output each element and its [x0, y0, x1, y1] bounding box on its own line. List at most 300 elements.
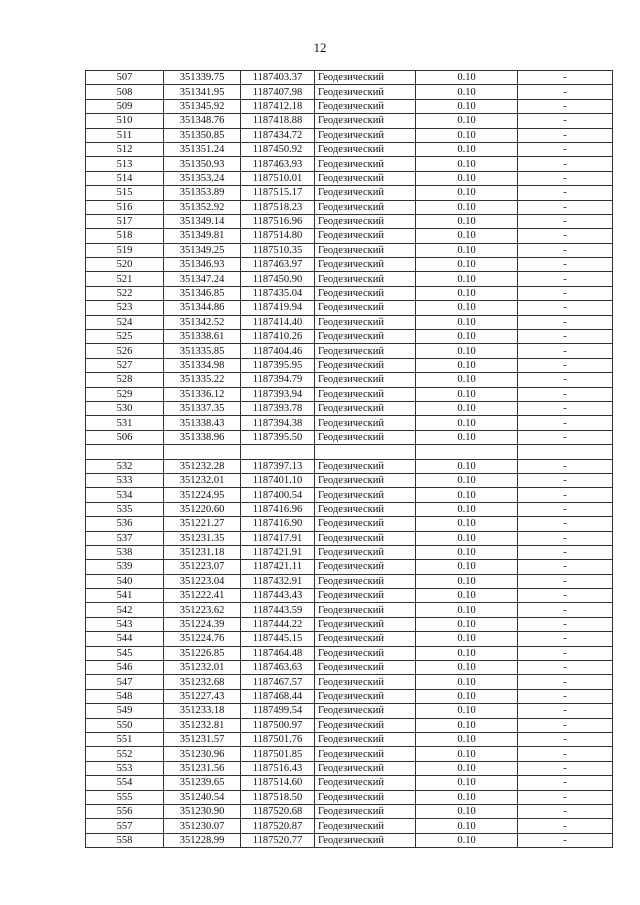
method-cell: Геодезический — [315, 71, 416, 85]
accuracy-cell: 0.10 — [416, 315, 518, 329]
table-row — [86, 128, 613, 142]
table-row — [86, 704, 613, 718]
x-coordinate-cell: 351223.04 — [164, 574, 241, 588]
method-cell: Геодезический — [315, 171, 416, 185]
point-number-cell: 528 — [86, 373, 164, 387]
y-coordinate-cell: 1187501.76 — [241, 732, 315, 746]
table-row — [86, 200, 613, 214]
x-coordinate-cell: 351232.28 — [164, 459, 241, 473]
x-coordinate-cell: 351221.27 — [164, 517, 241, 531]
y-coordinate-cell: 1187401.10 — [241, 473, 315, 487]
description-cell: - — [518, 459, 613, 473]
x-coordinate-cell: 351226.85 — [164, 646, 241, 660]
description-cell: - — [518, 661, 613, 675]
description-cell: - — [518, 358, 613, 372]
point-number-cell: 532 — [86, 459, 164, 473]
description-cell: - — [518, 589, 613, 603]
method-cell: Геодезический — [315, 243, 416, 257]
table-row — [86, 401, 613, 415]
y-coordinate-cell: 1187421.11 — [241, 560, 315, 574]
table-row — [86, 488, 613, 502]
y-coordinate-cell: 1187412.18 — [241, 99, 315, 113]
accuracy-cell: 0.10 — [416, 790, 518, 804]
x-coordinate-cell: 351341.95 — [164, 85, 241, 99]
y-coordinate-cell: 1187417.91 — [241, 531, 315, 545]
y-coordinate-cell: 1187393.94 — [241, 387, 315, 401]
table-row — [86, 114, 613, 128]
y-coordinate-cell: 1187432.91 — [241, 574, 315, 588]
x-coordinate-cell: 351230.90 — [164, 804, 241, 818]
x-coordinate-cell: 351345.92 — [164, 99, 241, 113]
y-coordinate-cell: 1187463.63 — [241, 661, 315, 675]
y-coordinate-cell — [241, 445, 315, 459]
method-cell: Геодезический — [315, 718, 416, 732]
method-cell: Геодезический — [315, 574, 416, 588]
y-coordinate-cell: 1187464.48 — [241, 646, 315, 660]
x-coordinate-cell: 351231.18 — [164, 545, 241, 559]
y-coordinate-cell: 1187393.78 — [241, 401, 315, 415]
table-row — [86, 502, 613, 516]
method-cell: Геодезический — [315, 790, 416, 804]
method-cell: Геодезический — [315, 373, 416, 387]
description-cell: - — [518, 401, 613, 415]
point-number-cell: 544 — [86, 632, 164, 646]
y-coordinate-cell: 1187463.97 — [241, 258, 315, 272]
accuracy-cell: 0.10 — [416, 301, 518, 315]
point-number-cell: 552 — [86, 747, 164, 761]
x-coordinate-cell: 351232.01 — [164, 661, 241, 675]
accuracy-cell: 0.10 — [416, 71, 518, 85]
table-row — [86, 517, 613, 531]
method-cell: Геодезический — [315, 560, 416, 574]
description-cell: - — [518, 603, 613, 617]
table-row — [86, 315, 613, 329]
method-cell: Геодезический — [315, 531, 416, 545]
point-number-cell: 539 — [86, 560, 164, 574]
accuracy-cell: 0.10 — [416, 85, 518, 99]
description-cell: - — [518, 272, 613, 286]
y-coordinate-cell: 1187468.44 — [241, 689, 315, 703]
table-row — [86, 344, 613, 358]
description-cell: - — [518, 330, 613, 344]
accuracy-cell: 0.10 — [416, 646, 518, 660]
table-row — [86, 301, 613, 315]
accuracy-cell: 0.10 — [416, 732, 518, 746]
method-cell: Геодезический — [315, 632, 416, 646]
point-number-cell: 553 — [86, 761, 164, 775]
method-cell: Геодезический — [315, 589, 416, 603]
point-number-cell: 520 — [86, 258, 164, 272]
description-cell: - — [518, 286, 613, 300]
point-number-cell: 558 — [86, 833, 164, 847]
y-coordinate-cell: 1187395.95 — [241, 358, 315, 372]
table-row — [86, 71, 613, 85]
table-row — [86, 430, 613, 444]
table-row — [86, 459, 613, 473]
point-number-cell: 516 — [86, 200, 164, 214]
accuracy-cell: 0.10 — [416, 99, 518, 113]
point-number-cell: 535 — [86, 502, 164, 516]
accuracy-cell: 0.10 — [416, 574, 518, 588]
x-coordinate-cell: 351224.95 — [164, 488, 241, 502]
accuracy-cell: 0.10 — [416, 819, 518, 833]
description-cell: - — [518, 416, 613, 430]
method-cell: Геодезический — [315, 85, 416, 99]
point-number-cell: 526 — [86, 344, 164, 358]
table-row — [86, 661, 613, 675]
method-cell: Геодезический — [315, 459, 416, 473]
method-cell: Геодезический — [315, 330, 416, 344]
table-row — [86, 646, 613, 660]
table-row — [86, 761, 613, 775]
y-coordinate-cell: 1187419.94 — [241, 301, 315, 315]
table-row — [86, 531, 613, 545]
description-cell: - — [518, 142, 613, 156]
description-cell: - — [518, 776, 613, 790]
y-coordinate-cell: 1187514.80 — [241, 229, 315, 243]
y-coordinate-cell: 1187395.50 — [241, 430, 315, 444]
x-coordinate-cell: 351231.57 — [164, 732, 241, 746]
x-coordinate-cell: 351336.12 — [164, 387, 241, 401]
point-number-cell: 546 — [86, 661, 164, 675]
point-number-cell: 543 — [86, 617, 164, 631]
y-coordinate-cell: 1187510.35 — [241, 243, 315, 257]
accuracy-cell: 0.10 — [416, 330, 518, 344]
accuracy-cell: 0.10 — [416, 761, 518, 775]
x-coordinate-cell: 351227.43 — [164, 689, 241, 703]
description-cell: - — [518, 790, 613, 804]
method-cell: Геодезический — [315, 142, 416, 156]
x-coordinate-cell: 351230.07 — [164, 819, 241, 833]
description-cell: - — [518, 560, 613, 574]
method-cell: Геодезический — [315, 157, 416, 171]
x-coordinate-cell: 351232.68 — [164, 675, 241, 689]
y-coordinate-cell: 1187416.90 — [241, 517, 315, 531]
point-number-cell: 524 — [86, 315, 164, 329]
table-row — [86, 142, 613, 156]
y-coordinate-cell: 1187510.01 — [241, 171, 315, 185]
y-coordinate-cell: 1187467.57 — [241, 675, 315, 689]
method-cell: Геодезический — [315, 214, 416, 228]
method-cell: Геодезический — [315, 401, 416, 415]
point-number-cell: 549 — [86, 704, 164, 718]
y-coordinate-cell: 1187407.98 — [241, 85, 315, 99]
description-cell: - — [518, 214, 613, 228]
y-coordinate-cell: 1187434.72 — [241, 128, 315, 142]
method-cell: Геодезический — [315, 761, 416, 775]
y-coordinate-cell: 1187443.43 — [241, 589, 315, 603]
description-cell: - — [518, 99, 613, 113]
point-number-cell: 538 — [86, 545, 164, 559]
table-body — [86, 71, 613, 848]
description-cell: - — [518, 114, 613, 128]
table-row — [86, 214, 613, 228]
description-cell: - — [518, 632, 613, 646]
method-cell: Геодезический — [315, 689, 416, 703]
x-coordinate-cell: 351224.39 — [164, 617, 241, 631]
x-coordinate-cell: 351231.56 — [164, 761, 241, 775]
method-cell: Геодезический — [315, 473, 416, 487]
point-number-cell: 518 — [86, 229, 164, 243]
table-row — [86, 560, 613, 574]
x-coordinate-cell: 351349.81 — [164, 229, 241, 243]
description-cell: - — [518, 200, 613, 214]
table-row — [86, 85, 613, 99]
y-coordinate-cell: 1187444.22 — [241, 617, 315, 631]
description-cell: - — [518, 473, 613, 487]
method-cell: Геодезический — [315, 804, 416, 818]
point-number-cell: 515 — [86, 186, 164, 200]
point-number-cell: 556 — [86, 804, 164, 818]
accuracy-cell: 0.10 — [416, 358, 518, 372]
table-row — [86, 416, 613, 430]
y-coordinate-cell: 1187450.92 — [241, 142, 315, 156]
point-number-cell: 540 — [86, 574, 164, 588]
accuracy-cell: 0.10 — [416, 704, 518, 718]
description-cell: - — [518, 574, 613, 588]
accuracy-cell: 0.10 — [416, 603, 518, 617]
method-cell: Геодезический — [315, 488, 416, 502]
point-number-cell: 522 — [86, 286, 164, 300]
x-coordinate-cell: 351339.75 — [164, 71, 241, 85]
point-number-cell: 534 — [86, 488, 164, 502]
x-coordinate-cell: 351350.85 — [164, 128, 241, 142]
description-cell: - — [518, 344, 613, 358]
point-number-cell: 514 — [86, 171, 164, 185]
table-row — [86, 358, 613, 372]
x-coordinate-cell: 351353.89 — [164, 186, 241, 200]
point-number-cell: 557 — [86, 819, 164, 833]
table-row — [86, 243, 613, 257]
accuracy-cell: 0.10 — [416, 128, 518, 142]
accuracy-cell: 0.10 — [416, 545, 518, 559]
description-cell: - — [518, 171, 613, 185]
description-cell: - — [518, 157, 613, 171]
accuracy-cell: 0.10 — [416, 401, 518, 415]
y-coordinate-cell: 1187520.68 — [241, 804, 315, 818]
table-row — [86, 373, 613, 387]
method-cell: Геодезический — [315, 416, 416, 430]
method-cell: Геодезический — [315, 114, 416, 128]
point-number-cell: 545 — [86, 646, 164, 660]
table-row — [86, 574, 613, 588]
y-coordinate-cell: 1187516.96 — [241, 214, 315, 228]
method-cell: Геодезический — [315, 315, 416, 329]
accuracy-cell: 0.10 — [416, 416, 518, 430]
y-coordinate-cell: 1187499.54 — [241, 704, 315, 718]
method-cell — [315, 445, 416, 459]
accuracy-cell: 0.10 — [416, 171, 518, 185]
x-coordinate-cell: 351223.07 — [164, 560, 241, 574]
x-coordinate-cell: 351240.54 — [164, 790, 241, 804]
accuracy-cell: 0.10 — [416, 776, 518, 790]
method-cell: Геодезический — [315, 603, 416, 617]
table-row — [86, 589, 613, 603]
description-cell: - — [518, 71, 613, 85]
description-cell: - — [518, 747, 613, 761]
table-row — [86, 157, 613, 171]
x-coordinate-cell: 351334.98 — [164, 358, 241, 372]
description-cell: - — [518, 517, 613, 531]
accuracy-cell: 0.10 — [416, 473, 518, 487]
description-cell: - — [518, 243, 613, 257]
method-cell: Геодезический — [315, 617, 416, 631]
accuracy-cell: 0.10 — [416, 373, 518, 387]
y-coordinate-cell: 1187518.50 — [241, 790, 315, 804]
y-coordinate-cell: 1187416.96 — [241, 502, 315, 516]
point-number-cell: 509 — [86, 99, 164, 113]
point-number-cell — [86, 445, 164, 459]
point-number-cell: 527 — [86, 358, 164, 372]
method-cell: Геодезический — [315, 502, 416, 516]
y-coordinate-cell: 1187516.43 — [241, 761, 315, 775]
table-row — [86, 473, 613, 487]
accuracy-cell: 0.10 — [416, 186, 518, 200]
accuracy-cell: 0.10 — [416, 617, 518, 631]
x-coordinate-cell: 351350.93 — [164, 157, 241, 171]
y-coordinate-cell: 1187414.40 — [241, 315, 315, 329]
x-coordinate-cell: 351230.96 — [164, 747, 241, 761]
accuracy-cell: 0.10 — [416, 632, 518, 646]
method-cell: Геодезический — [315, 186, 416, 200]
method-cell: Геодезический — [315, 675, 416, 689]
x-coordinate-cell: 351232.01 — [164, 473, 241, 487]
table-row — [86, 776, 613, 790]
point-number-cell: 511 — [86, 128, 164, 142]
point-number-cell: 525 — [86, 330, 164, 344]
description-cell: - — [518, 833, 613, 847]
table-row — [86, 99, 613, 113]
table-row — [86, 258, 613, 272]
method-cell: Геодезический — [315, 258, 416, 272]
x-coordinate-cell: 351353.24 — [164, 171, 241, 185]
point-number-cell: 521 — [86, 272, 164, 286]
point-number-cell: 551 — [86, 732, 164, 746]
description-cell: - — [518, 430, 613, 444]
description-cell: - — [518, 373, 613, 387]
y-coordinate-cell: 1187520.87 — [241, 819, 315, 833]
point-number-cell: 547 — [86, 675, 164, 689]
x-coordinate-cell: 351346.93 — [164, 258, 241, 272]
table-row — [86, 445, 613, 459]
accuracy-cell: 0.10 — [416, 344, 518, 358]
x-coordinate-cell: 351338.96 — [164, 430, 241, 444]
y-coordinate-cell: 1187418.88 — [241, 114, 315, 128]
description-cell: - — [518, 545, 613, 559]
point-number-cell: 506 — [86, 430, 164, 444]
x-coordinate-cell: 351223.62 — [164, 603, 241, 617]
x-coordinate-cell: 351239.65 — [164, 776, 241, 790]
description-cell: - — [518, 387, 613, 401]
y-coordinate-cell: 1187421.91 — [241, 545, 315, 559]
description-cell: - — [518, 646, 613, 660]
description-cell: - — [518, 315, 613, 329]
accuracy-cell: 0.10 — [416, 430, 518, 444]
description-cell: - — [518, 819, 613, 833]
page-number: 12 — [313, 40, 327, 55]
accuracy-cell: 0.10 — [416, 243, 518, 257]
table-row — [86, 272, 613, 286]
accuracy-cell: 0.10 — [416, 747, 518, 761]
description-cell: - — [518, 689, 613, 703]
method-cell: Геодезический — [315, 517, 416, 531]
x-coordinate-cell: 351228.99 — [164, 833, 241, 847]
accuracy-cell: 0.10 — [416, 560, 518, 574]
x-coordinate-cell — [164, 445, 241, 459]
accuracy-cell: 0.10 — [416, 675, 518, 689]
table-row — [86, 545, 613, 559]
method-cell: Геодезический — [315, 99, 416, 113]
point-number-cell: 541 — [86, 589, 164, 603]
accuracy-cell: 0.10 — [416, 142, 518, 156]
table-row — [86, 387, 613, 401]
accuracy-cell: 0.10 — [416, 689, 518, 703]
y-coordinate-cell: 1187397.13 — [241, 459, 315, 473]
table-row — [86, 229, 613, 243]
y-coordinate-cell: 1187518.23 — [241, 200, 315, 214]
accuracy-cell: 0.10 — [416, 833, 518, 847]
y-coordinate-cell: 1187450.90 — [241, 272, 315, 286]
method-cell: Геодезический — [315, 344, 416, 358]
y-coordinate-cell: 1187394.79 — [241, 373, 315, 387]
description-cell: - — [518, 301, 613, 315]
method-cell: Геодезический — [315, 272, 416, 286]
accuracy-cell: 0.10 — [416, 661, 518, 675]
accuracy-cell: 0.10 — [416, 531, 518, 545]
x-coordinate-cell: 351224.76 — [164, 632, 241, 646]
accuracy-cell: 0.10 — [416, 200, 518, 214]
table-row — [86, 747, 613, 761]
x-coordinate-cell: 351351.24 — [164, 142, 241, 156]
point-number-cell: 537 — [86, 531, 164, 545]
table-row — [86, 718, 613, 732]
y-coordinate-cell: 1187463.93 — [241, 157, 315, 171]
accuracy-cell: 0.10 — [416, 229, 518, 243]
description-cell: - — [518, 761, 613, 775]
method-cell: Геодезический — [315, 833, 416, 847]
x-coordinate-cell: 351338.43 — [164, 416, 241, 430]
accuracy-cell: 0.10 — [416, 286, 518, 300]
y-coordinate-cell: 1187445.15 — [241, 632, 315, 646]
method-cell: Геодезический — [315, 301, 416, 315]
point-number-cell: 533 — [86, 473, 164, 487]
method-cell: Геодезический — [315, 387, 416, 401]
point-number-cell: 512 — [86, 142, 164, 156]
y-coordinate-cell: 1187501.85 — [241, 747, 315, 761]
x-coordinate-cell: 351348.76 — [164, 114, 241, 128]
table-row — [86, 833, 613, 847]
accuracy-cell: 0.10 — [416, 517, 518, 531]
x-coordinate-cell: 351231.35 — [164, 531, 241, 545]
table-row — [86, 790, 613, 804]
y-coordinate-cell: 1187400.54 — [241, 488, 315, 502]
method-cell: Геодезический — [315, 200, 416, 214]
accuracy-cell: 0.10 — [416, 387, 518, 401]
method-cell: Геодезический — [315, 704, 416, 718]
description-cell: - — [518, 804, 613, 818]
point-number-cell: 530 — [86, 401, 164, 415]
point-number-cell: 531 — [86, 416, 164, 430]
method-cell: Геодезический — [315, 747, 416, 761]
table-row — [86, 804, 613, 818]
x-coordinate-cell: 351344.86 — [164, 301, 241, 315]
accuracy-cell: 0.10 — [416, 718, 518, 732]
description-cell: - — [518, 258, 613, 272]
x-coordinate-cell: 351222.41 — [164, 589, 241, 603]
point-number-cell: 507 — [86, 71, 164, 85]
description-cell: - — [518, 531, 613, 545]
description-cell: - — [518, 186, 613, 200]
